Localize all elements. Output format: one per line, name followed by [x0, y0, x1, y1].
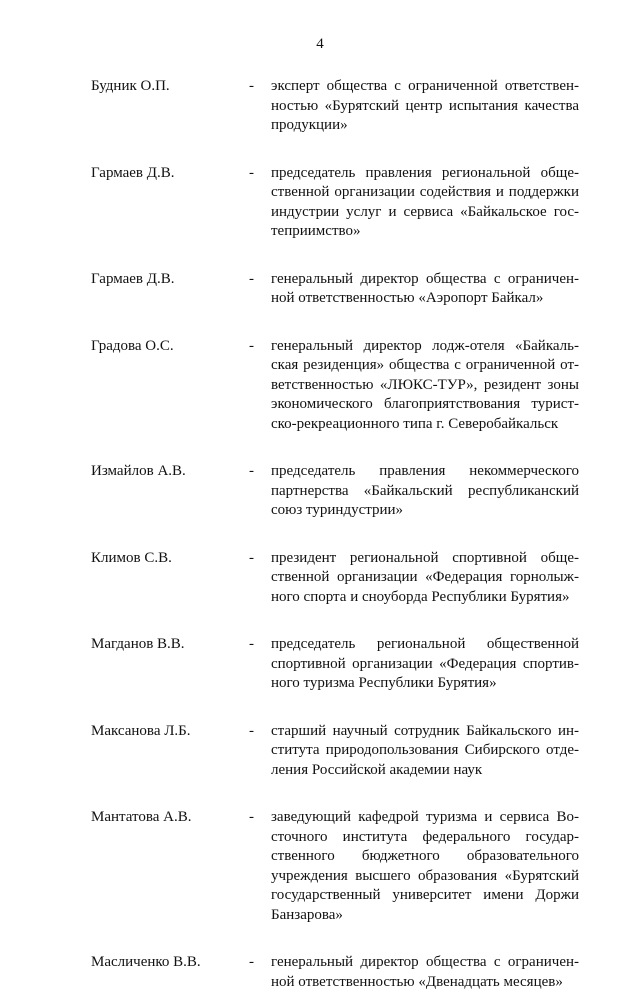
member-name: Гармаев Д.В. — [91, 164, 175, 184]
description-line: теприимство» — [271, 222, 579, 242]
list-item — [0, 549, 640, 608]
description-line: председатель региональной общественной — [271, 635, 579, 655]
member-name: Магданов В.В. — [91, 635, 185, 655]
page-number: 4 — [0, 36, 640, 53]
member-name: Климов С.В. — [91, 549, 172, 569]
member-description — [271, 77, 579, 136]
description-line: ностью «Бурятский центр испытания качества — [271, 97, 579, 117]
list-item — [0, 164, 640, 242]
description-line: индустрии услуг и сервиса «Байкальское гос- — [271, 203, 579, 223]
description-line: генеральный директор общества с ограничен- — [271, 270, 579, 290]
list-item — [0, 77, 640, 136]
dash-separator: - — [249, 808, 254, 828]
description-line: председатель правления некоммерческого — [271, 462, 579, 482]
list-item — [0, 722, 640, 781]
member-description — [271, 953, 579, 992]
description-line: ветственностью «ЛЮКС-ТУР», резидент зоны — [271, 376, 579, 396]
member-name: Измайлов А.В. — [91, 462, 186, 482]
description-line: союз туриндустрии» — [271, 501, 579, 521]
dash-separator: - — [249, 635, 254, 655]
dash-separator: - — [249, 549, 254, 569]
description-line: ного спорта и сноуборда Республики Бурятия» — [271, 588, 579, 608]
member-list — [0, 77, 640, 992]
dash-separator: - — [249, 462, 254, 482]
description-line: партнерства «Байкальский республиканский — [271, 482, 579, 502]
description-line: генеральный директор общества с ограничен- — [271, 953, 579, 973]
description-line: ления Российской академии наук — [271, 761, 579, 781]
description-line: спортивной организации «Федерация спортив- — [271, 655, 579, 675]
member-name: Будник О.П. — [91, 77, 170, 97]
member-description — [271, 635, 579, 694]
description-line: государственный университет имени Доржи — [271, 886, 579, 906]
description-line: ной ответственностью «Аэропорт Байкал» — [271, 289, 579, 309]
member-description — [271, 337, 579, 435]
description-line: председатель правления региональной обще- — [271, 164, 579, 184]
description-line: Банзарова» — [271, 906, 579, 926]
list-item — [0, 953, 640, 992]
list-item — [0, 270, 640, 309]
description-line: старший научный сотрудник Байкальского ин- — [271, 722, 579, 742]
member-description — [271, 270, 579, 309]
dash-separator: - — [249, 722, 254, 742]
list-item — [0, 337, 640, 435]
dash-separator: - — [249, 164, 254, 184]
list-item — [0, 635, 640, 694]
description-line: продукции» — [271, 116, 579, 136]
description-line: ственной организации содействия и поддержки — [271, 183, 579, 203]
description-line: эксперт общества с ограниченной ответствен- — [271, 77, 579, 97]
dash-separator: - — [249, 270, 254, 290]
member-description — [271, 462, 579, 521]
member-description — [271, 549, 579, 608]
list-item — [0, 462, 640, 521]
description-line: ско-рекреационного типа г. Северобайкальск — [271, 415, 579, 435]
dash-separator: - — [249, 953, 254, 973]
description-line: ская резиденция» общества с ограниченной от- — [271, 356, 579, 376]
description-line: генеральный директор лодж-отеля «Байкаль- — [271, 337, 579, 357]
member-name: Гармаев Д.В. — [91, 270, 175, 290]
description-line: экономического благоприятствования турист- — [271, 395, 579, 415]
description-line: заведующий кафедрой туризма и сервиса Во- — [271, 808, 579, 828]
description-line: ственного бюджетного образовательного — [271, 847, 579, 867]
member-name: Максанова Л.Б. — [91, 722, 191, 742]
description-line: президент региональной спортивной обще- — [271, 549, 579, 569]
description-line: ститута природопользования Сибирского отде- — [271, 741, 579, 761]
description-line: учреждения высшего образования «Бурятский — [271, 867, 579, 887]
description-line: ственной организации «Федерация горнолыж- — [271, 568, 579, 588]
member-name: Масличенко В.В. — [91, 953, 201, 973]
dash-separator: - — [249, 77, 254, 97]
member-description — [271, 164, 579, 242]
dash-separator: - — [249, 337, 254, 357]
description-line: ного туризма Республики Бурятия» — [271, 674, 579, 694]
member-description — [271, 808, 579, 925]
member-name: Градова О.С. — [91, 337, 174, 357]
member-description — [271, 722, 579, 781]
member-name: Мантатова А.В. — [91, 808, 192, 828]
description-line: сточного института федерального государ- — [271, 828, 579, 848]
list-item — [0, 808, 640, 925]
description-line: ной ответственностью «Двенадцать месяцев» — [271, 973, 579, 992]
